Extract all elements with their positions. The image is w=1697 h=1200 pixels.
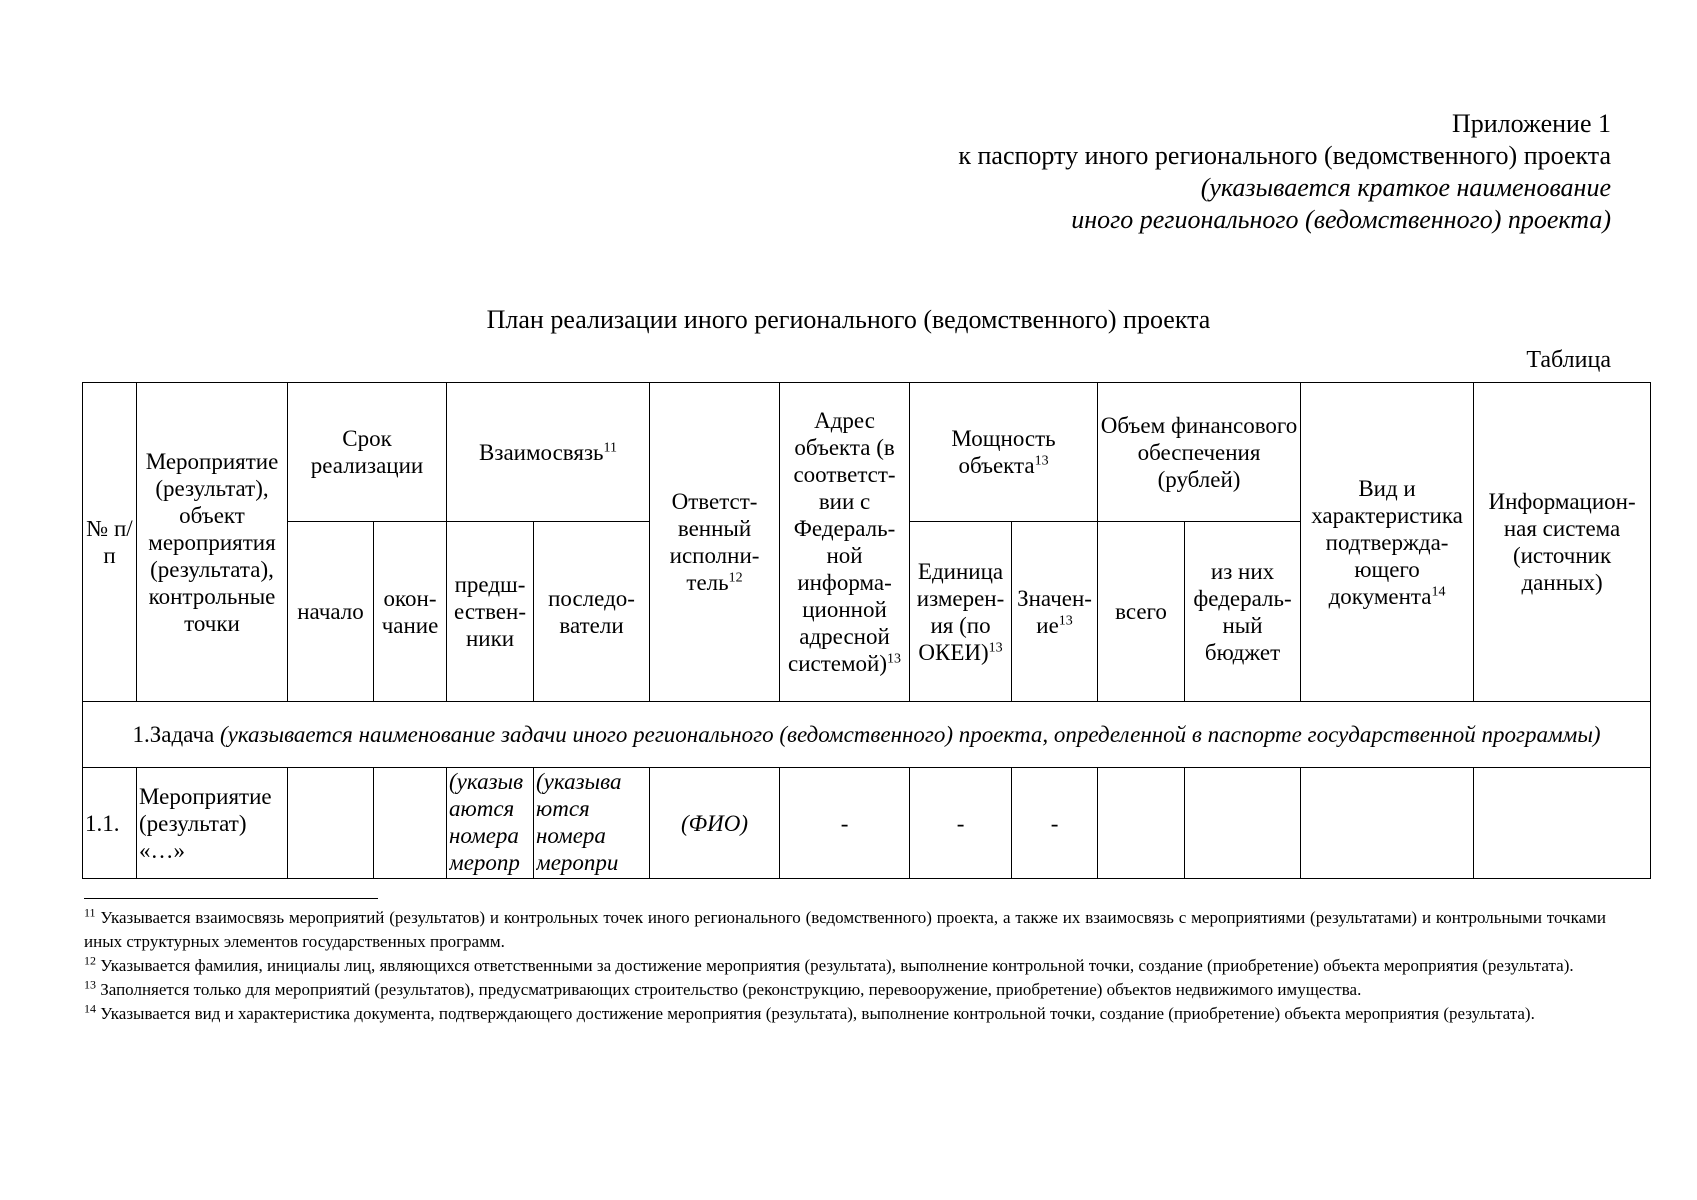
- task-row: [83, 702, 1651, 768]
- row-event: [137, 768, 288, 879]
- footnote-ref: 14: [1431, 583, 1446, 599]
- footnote-ref: 13: [1034, 453, 1049, 469]
- footnote-ref: 13: [1058, 612, 1073, 628]
- header-term-end: окон-чание: [374, 522, 447, 702]
- footnote-14: $^{14}$ Указывается вид и характеристика документа, подтверждающего достижение мероприятия (результата), выполнение контрольной точки, создание (приобретение) объекта мероприятия (результата).: [84, 1001, 1535, 1023]
- appendix-note-line1: (указывается краткое наименование: [1200, 173, 1611, 202]
- footnote-13: $^{13}$ Заполняется только для мероприятий (результатов), предусматривающих строительство (реконструкцию, перевооружение, приобретение) объектов недвижимого имущества.: [84, 977, 1362, 999]
- footnote-divider: [84, 898, 378, 899]
- row-event-line: Мероприятие: [139, 783, 272, 809]
- row-address: -: [780, 768, 910, 879]
- header-term: Срок реализации: [288, 383, 447, 522]
- header-relation-prev: предш-ествен-ники: [447, 522, 534, 702]
- page-title: План реализации иного регионального (ведомственного) проекта: [486, 305, 1211, 334]
- footnote-ref: 12: [728, 570, 743, 586]
- footnote-ref: 13: [988, 639, 1003, 655]
- header-event: Мероприятие (результат), объект мероприятия (результата), контрольные точки: [137, 383, 288, 702]
- header-finance-total: всего: [1098, 522, 1185, 702]
- row-event-line: «…»: [139, 837, 185, 863]
- footnote-11: $^{11}$ Указывается взаимосвязь мероприятий (результатов) и контрольных точек иного регионального (ведомственного) проекта, а также их взаимосвязь с мероприятиями (результатами) и контрольными точками иных структурных элементов государственных программ.: [84, 905, 1606, 951]
- table-label: Таблица: [1526, 347, 1611, 373]
- footnote-ref: 11: [603, 439, 618, 455]
- row-term-start: [288, 768, 374, 879]
- row-unit: -: [910, 768, 1012, 879]
- header-term-start: начало: [288, 522, 374, 702]
- row-finance-federal: [1185, 768, 1301, 879]
- header-infosystem: Информацион-ная система (источник данных): [1474, 383, 1651, 702]
- header-capacity: Мощность объекта$^{13}$: [910, 383, 1098, 522]
- header-responsible: Ответст-венный исполни-тель$^{12}$: [650, 383, 780, 702]
- footnote-ref: 13: [887, 651, 902, 667]
- appendix-note-line2: иного регионального (ведомственного) проекта): [1071, 205, 1611, 234]
- row-responsible: (ФИО): [650, 768, 780, 879]
- header-relation: Взаимосвязь$^{11}$: [447, 383, 650, 522]
- header-document: Вид и характеристика подтвержда-ющего документа$^{14}$: [1301, 383, 1474, 702]
- header-address: Адрес объекта (в соответст-вии с Федераль-ной информа-ционной адресной системой)$^{13}$: [780, 383, 910, 702]
- row-num: 1.1.: [83, 768, 137, 879]
- plan-table: [82, 382, 1651, 879]
- row-value: -: [1012, 768, 1098, 879]
- appendix-subtitle: к паспорту иного регионального (ведомственного) проекта: [958, 141, 1611, 170]
- row-infosystem: [1474, 768, 1651, 879]
- row-term-end: [374, 768, 447, 879]
- header-finance: Объем финансового обеспечения (рублей): [1098, 383, 1301, 522]
- task-text: (указывается наименование задачи иного регионального (ведомственного) проекта, определенной в паспорте государственной программы): [219, 722, 1601, 747]
- appendix-header: [711, 108, 1611, 236]
- appendix-title: Приложение 1: [1451, 109, 1611, 138]
- row-event-line: (результат): [139, 810, 247, 836]
- row-finance-total: [1098, 768, 1185, 879]
- footnote-12: $^{12}$ Указывается фамилия, инициалы лиц, являющихся ответственными за достижение мероприятия (результата), выполнение контрольной точки, создание (приобретение) объекта мероприятия (результата).: [84, 953, 1574, 975]
- footnotes: [84, 906, 1606, 1026]
- header-capacity-value: Значен-$ие^{13}$: [1012, 522, 1098, 702]
- task-prefix: 1.Задача: [132, 722, 215, 747]
- row-document: [1301, 768, 1474, 879]
- header-finance-federal: из них федераль-ный бюджет: [1185, 522, 1301, 702]
- header-capacity-unit: Единица измерен-ия (по ОКЕИ)$^{13}$: [910, 522, 1012, 702]
- row-next: (указыва ются номера меропри: [534, 768, 650, 879]
- header-num: № п/п: [83, 383, 137, 702]
- header-relation-next: последо-ватели: [534, 522, 650, 702]
- row-prev: (указыв аются номера меропр: [447, 768, 534, 879]
